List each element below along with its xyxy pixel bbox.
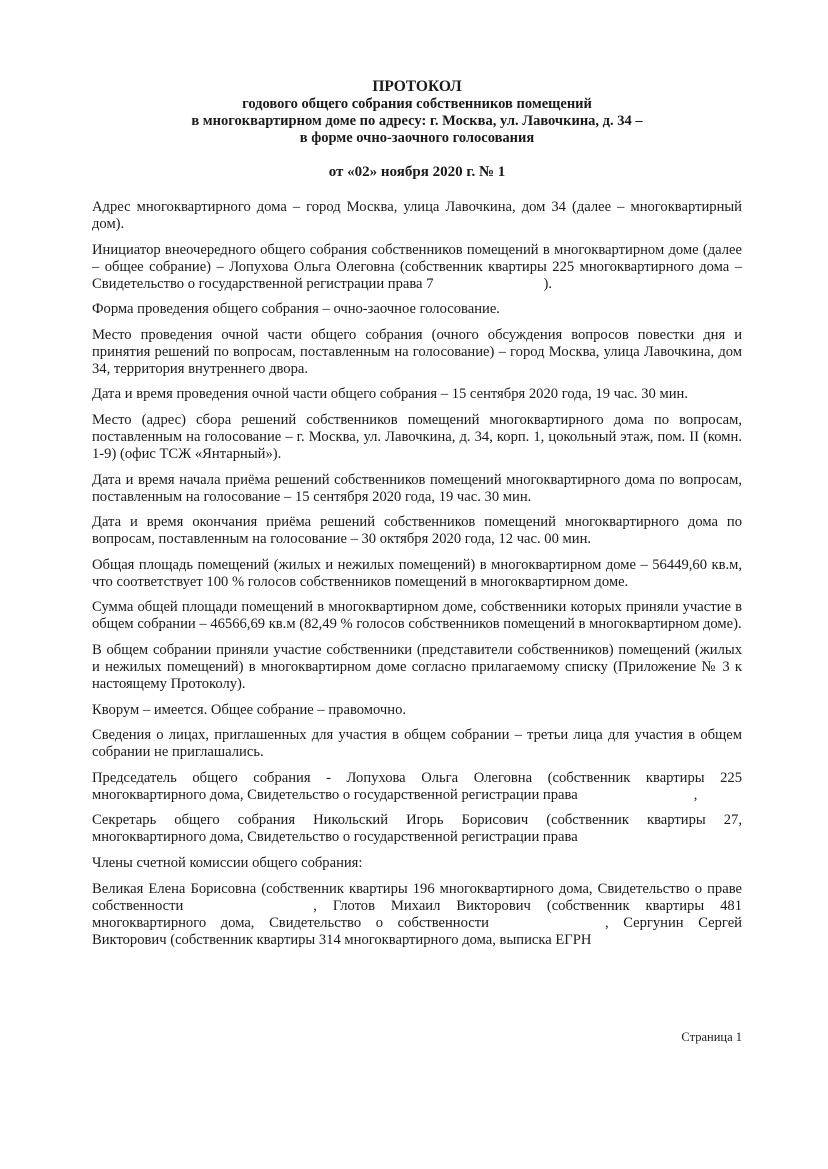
paragraph-chairman bbox=[92, 770, 742, 804]
paragraph-collection-place: Место (адрес) сбора решений собственников помещений многоквартирного дома по вопросам, поставленным на голосование – г. Москва, ул. Лавочкина, д. 34, корп. 1, цокольный этаж, пом. II (комн. 1-9) (офис ТСЖ «Янтарный»). bbox=[92, 411, 742, 462]
paragraph-chairman-text: Председатель общего собрания - Лопухова Ольга Олеговна (собственник квартиры 225 многоквартирного дома, Свидетельство о государственной регистрации права bbox=[92, 769, 742, 803]
paragraph-initiator bbox=[92, 242, 742, 293]
paragraph-total-area: Общая площадь помещений (жилых и нежилых помещений) в многоквартирном доме – 56449,60 кв.м, что соответствует 100 % голосов собственников помещений в многоквартирном доме. bbox=[92, 556, 742, 590]
paragraph-secretary-text: Секретарь общего собрания Никольский Игорь Борисович (собственник квартиры 27, многоквартирного дома, Свидетельство о государственной регистрации права bbox=[92, 812, 742, 846]
paragraph-form: Форма проведения общего собрания – очно-заочное голосование. bbox=[92, 301, 500, 318]
paragraph-initiator-text: Инициатор внеочередного общего собрания собственников помещений в многоквартирном доме (далее – общее собрание) – Лопухова Ольга Олеговна (собственник квартиры 225 многоквартирного дома – Свидетельство о государственной регистрации права 7 bbox=[92, 241, 742, 292]
paragraph-meeting-place: Место проведения очной части общего собрания (очного обсуждения вопросов повестки дня и принятия решений по вопросам, поставленным на голосование) – город Москва, улица Лавочкина, дом 34, территория внутреннего двора. bbox=[92, 326, 742, 377]
document-header bbox=[92, 78, 742, 181]
paragraph-participating-area: Сумма общей площади помещений в многоквартирном доме, собственники которых приняли участие в общем собрании – 46566,69 кв.м (82,49 % голосов собственников помещений в многоквартирном доме). bbox=[92, 599, 742, 633]
paragraph-meeting-date: Дата и время проведения очной части общего собрания – 15 сентября 2020 года, 19 час. 30 мин. bbox=[92, 386, 688, 403]
paragraph-participants: В общем собрании приняли участие собственники (представители собственников) помещений (жилых и нежилых помещений) в многоквартирном доме согласно прилагаемому списку (Приложение № 3 к настоящему Протоколу). bbox=[92, 641, 742, 692]
protocol-date: от «02» ноября 2020 г. № 1 bbox=[328, 164, 506, 180]
page-number: Страница 1 bbox=[681, 1030, 742, 1044]
commission-member-2: , Глотов Михаил Викторович (собственник квартиры 481 многоквартирного дома, Свидетельство о собственности bbox=[92, 897, 742, 931]
document-body bbox=[92, 199, 742, 949]
paragraph-commission-heading: Члены счетной комиссии общего собрания: bbox=[92, 854, 363, 871]
paragraph-quorum: Кворум – имеется. Общее собрание – правомочно. bbox=[92, 701, 407, 718]
paragraph-chairman-end: , bbox=[693, 786, 698, 803]
paragraph-end-date: Дата и время окончания приёма решений собственников помещений многоквартирного дома по вопросам, поставленным на голосование – 30 октября 2020 года, 12 час. 00 мин. bbox=[92, 514, 742, 548]
paragraph-commission-members bbox=[92, 881, 742, 949]
paragraph-secretary bbox=[92, 812, 742, 846]
header-line-2: в многоквартирном доме по адресу: г. Москва, ул. Лавочкина, д. 34 – bbox=[191, 113, 643, 129]
commission-member-1: Великая Елена Борисовна (собственник квартиры 196 многоквартирного дома, Свидетельство о праве собственности bbox=[92, 880, 742, 914]
header-line-1: годового общего собрания собственников помещений bbox=[242, 96, 592, 112]
paragraph-start-date: Дата и время начала приёма решений собственников помещений многоквартирного дома по вопросам, поставленным на голосование – 15 сентября 2020 года, 19 час. 30 мин. bbox=[92, 471, 742, 505]
document-title: ПРОТОКОЛ bbox=[372, 78, 462, 95]
header-line-3: в форме очно-заочного голосования bbox=[299, 130, 535, 146]
paragraph-invited: Сведения о лицах, приглашенных для участия в общем собрании – третьи лица для участия в общем собрании не приглашались. bbox=[92, 727, 742, 761]
commission-member-3: , Сергунин Сергей Викторович (собственник квартиры 314 многоквартирного дома, выписка ЕГРН bbox=[92, 914, 742, 948]
paragraph-initiator-end: ). bbox=[543, 275, 553, 292]
paragraph-address: Адрес многоквартирного дома – город Москва, улица Лавочкина, дом 34 (далее – многоквартирный дом). bbox=[92, 199, 742, 232]
